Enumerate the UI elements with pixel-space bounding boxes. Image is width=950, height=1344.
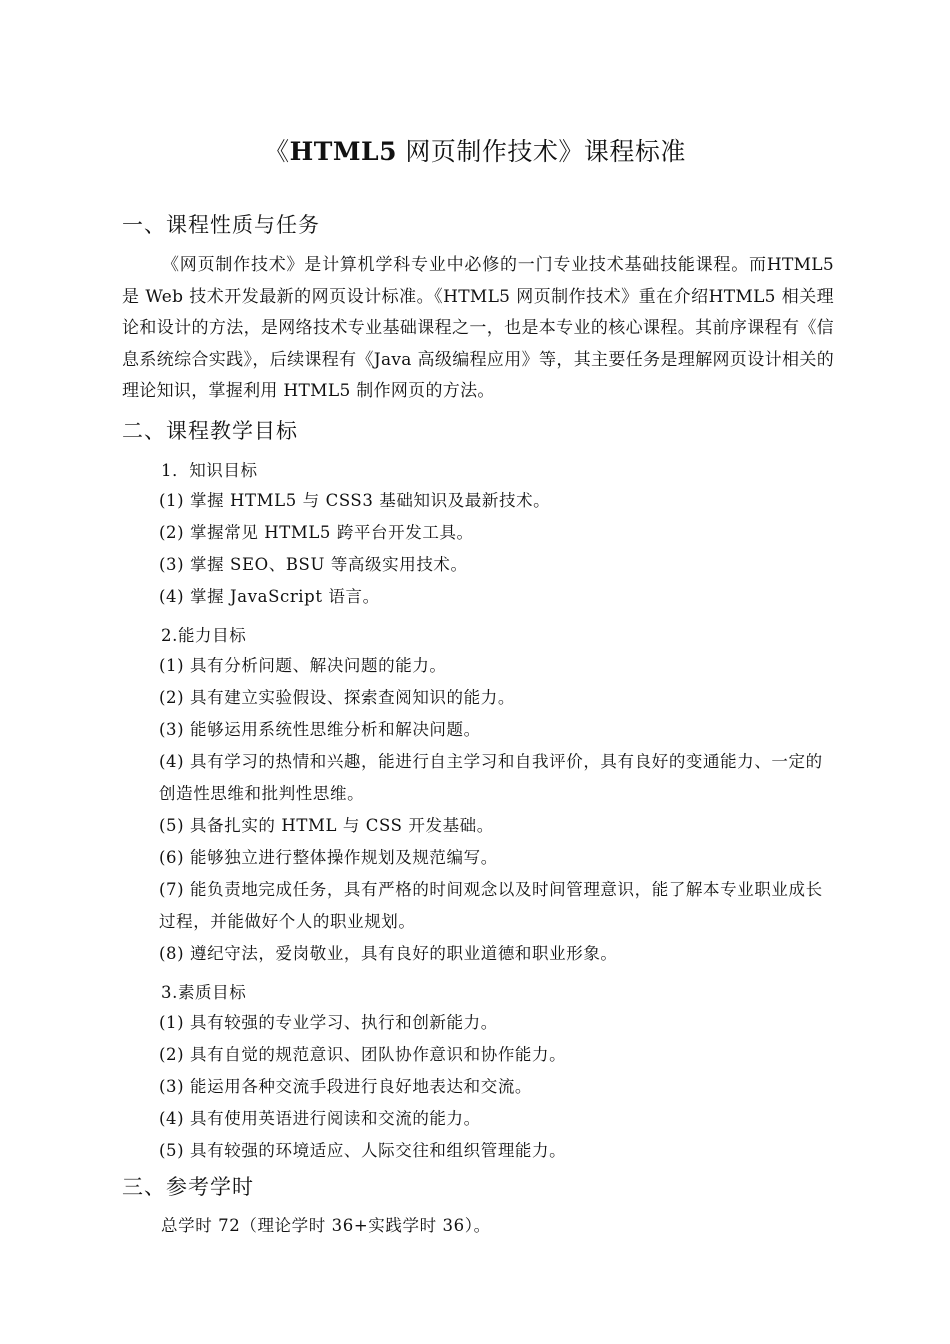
knowledge-item: (1) 掌握 HTML5 与 CSS3 基础知识及最新技术。 — [159, 491, 551, 510]
knowledge-item: (2) 掌握常见 HTML5 跨平台开发工具。 — [159, 523, 474, 542]
ability-item: (1) 具有分析问题、解决问题的能力。 — [159, 656, 447, 675]
title-rest: 网页制作技术》课程标准 — [396, 137, 686, 166]
quality-item: (1) 具有较强的专业学习、执行和创新能力。 — [159, 1013, 498, 1032]
title-open-bracket: 《 — [264, 137, 290, 166]
quality-goals-label: 3.素质目标 — [161, 983, 247, 1002]
ability-item: (6) 能够独立进行整体操作规划及规范编写。 — [159, 848, 498, 867]
document-title — [0, 135, 950, 169]
ability-item: (5) 具备扎实的 HTML 与 CSS 开发基础。 — [159, 816, 494, 835]
section-1-heading: 一、课程性质与任务 — [122, 213, 320, 237]
ability-item: (2) 具有建立实验假设、探索查阅知识的能力。 — [159, 688, 515, 707]
ability-item: (8) 遵纪守法，爱岗敬业，具有良好的职业道德和职业形象。 — [159, 944, 618, 963]
section-2-heading: 二、课程教学目标 — [122, 419, 298, 443]
knowledge-item: (4) 掌握 JavaScript 语言。 — [159, 587, 380, 606]
title-bold-part: HTML5 — [289, 137, 397, 166]
knowledge-goals-label: 1．知识目标 — [161, 461, 258, 480]
ability-item: (3) 能够运用系统性思维分析和解决问题。 — [159, 720, 481, 739]
quality-item: (5) 具有较强的环境适应、人际交往和组织管理能力。 — [159, 1141, 567, 1160]
quality-item: (3) 能运用各种交流手段进行良好地表达和交流。 — [159, 1077, 533, 1096]
section-3-heading: 三、参考学时 — [122, 1175, 254, 1199]
ability-item: (4) 具有学习的热情和兴趣，能进行自主学习和自我评价，具有良好的变通能力、一定的创造性思维和批判性思维。 — [159, 752, 823, 803]
section-1-paragraph: 《网页制作技术》是计算机学科专业中必修的一门专业技术基础技能课程。而HTML5 是 Web 技术开发最新的网页设计标准。《HTML5 网页制作技术》重在介绍HTML5 相关理论和设计的方法，是网络技术专业基础课程之一，也是本专业的核心课程。其前序课程有《信息系统综合实践》，后续课程有《Java 高级编程应用》等，其主要任务是理解网页设计相关的理论知识，掌握利用 HTML5 制作网页的方法。 — [122, 255, 834, 401]
quality-item: (2) 具有自觉的规范意识、团队协作意识和协作能力。 — [159, 1045, 567, 1064]
total-hours-text: 总学时 72（理论学时 36+实践学时 36）。 — [161, 1216, 491, 1235]
knowledge-item: (3) 掌握 SEO、BSU 等高级实用技术。 — [159, 555, 468, 574]
ability-item: (7) 能负责地完成任务，具有严格的时间观念以及时间管理意识，能了解本专业职业成长过程，并能做好个人的职业规划。 — [159, 880, 823, 931]
ability-goals-label: 2.能力目标 — [161, 626, 247, 645]
quality-item: (4) 具有使用英语进行阅读和交流的能力。 — [159, 1109, 481, 1128]
